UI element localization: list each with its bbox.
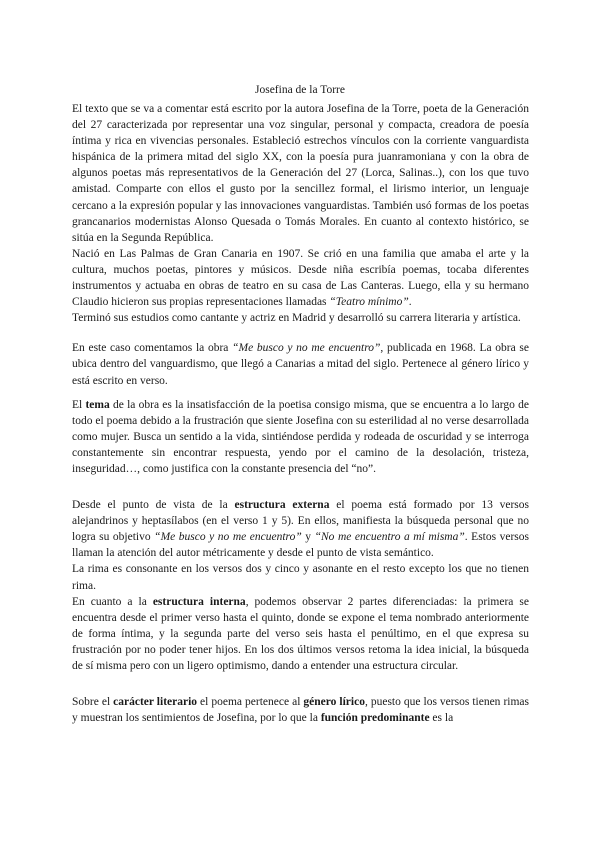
paragraph-internal-structure bbox=[72, 594, 529, 674]
paragraph-rhyme: La rima es consonante en los versos dos y cinco y asonante en el resto excepto los que no tienen rima. bbox=[72, 563, 529, 592]
work-text-a: En este caso comentamos la obra bbox=[72, 342, 233, 355]
biography-text: Nació en Las Palmas de Gran Canaria en 1907. Se crió en una familia que amaba el arte y la cultura, muchos poetas, pintores y músicos. Desde niña escribía poemas, tocaba diferentes instrumentos y actuaba en obras de teatro en su casa de Las Canteras. Luego, ella y su hermano Claudio hicieron sus propias representaciones llamadas bbox=[72, 247, 529, 309]
biography-end: . bbox=[408, 296, 412, 309]
internal-bold: estructura interna bbox=[152, 595, 246, 608]
paragraph-external-structure bbox=[72, 497, 529, 561]
external-italic-2: “No me encuentro a mí misma” bbox=[314, 531, 465, 544]
external-italic-1: “Me busco y no me encuentro” bbox=[154, 531, 302, 544]
work-title-italic: “Me busco y no me encuentro” bbox=[232, 342, 381, 355]
paragraph-studies: Terminó sus estudios como cantante y actriz en Madrid y desarrolló su carrera literaria y artística. bbox=[72, 312, 521, 325]
literary-bold-3: función predominante bbox=[320, 712, 430, 725]
external-bold: estructura externa bbox=[234, 499, 330, 512]
paragraph-biography bbox=[72, 246, 529, 310]
document-title: Josefina de la Torre bbox=[255, 84, 345, 96]
work-text-b: , publicada en 1968. La obra se ubica dentro del vanguardismo, que llegó a Canarias a mitad del siglo. Pertenece al género lírico y está escrito en verso. bbox=[72, 342, 530, 387]
external-text-d: . Estos versos llaman la atención del autor métricamente y desde el punto de vista semántico. bbox=[72, 531, 530, 560]
literary-text-d: es la bbox=[429, 712, 454, 725]
paragraph-intro: El texto que se va a comentar está escrito por la autora Josefina de la Torre, poeta de la Generación del 27 caracterizada por representar una voz singular, personal y compacta, creadora de poesía íntima y rica en vivencias personales. Estableció estrechos vínculos con la corriente vanguardista hispánica de la primera mitad del siglo XX, con la poesía pura juanramoniana y con la obra de algunos poetas más representativos de la Generación del 27 (Lorca, Salinas..), con los que tuvo amistad. Comparte con ellos el gusto por la sencillez formal, el lirismo interior, un lenguaje cercano a la expresión popular y las innovaciones vanguardistas. También usó formas de los poetas grancanarios modernistas Alonso Quesada o Tomás Morales. En cuanto al contexto histórico, se sitúa en la Segunda República. bbox=[72, 103, 529, 244]
external-text-b: el poema está formado por 13 versos alejandrinos y heptasílabos (en el verso 1 y 5). En ellos, manifiesta la búsqueda personal que no logra su objetivo bbox=[72, 499, 529, 544]
literary-text-b: el poema pertenece al bbox=[197, 696, 304, 709]
internal-text-b: , podemos observar 2 partes diferenciadas: la primera se encuentra desde el primer verso hasta el quinto, donde se expone el tema nombrado anteriormente de forma íntima, y la segunda parte del verso seis hasta el penúltimo, en el que expresa su frustración por no poder tener hijos. En los dos últimos versos retoma la idea inicial, la búsqueda de sí misma pero con un ligero optimismo, dando a entender una estructura circular. bbox=[72, 595, 529, 672]
literary-text-c: , puesto que los versos tienen rimas y muestran los sentimientos de Josefina, por lo que la bbox=[72, 696, 529, 725]
literary-bold-1: carácter literario bbox=[113, 696, 198, 709]
theme-text-b: de la obra es la insatisfacción de la poetisa consigo misma, que se encuentra a lo largo de todo el poema debido a la frustración que siente Josefina con su esterilidad al no verse desarrollada como mujer. Busca un sentido a la vida, sintiéndose perdida y rodeada de oscuridad y se interroga constantemente sin encontrar respuesta, yendo por el camino de la desolación, tristeza, inseguridad…, como justifica con la constante presencia del “no”. bbox=[72, 398, 529, 475]
theme-bold: tema bbox=[85, 398, 110, 411]
internal-text-a: En cuanto a la bbox=[72, 595, 153, 608]
biography-italic: “Teatro mínimo” bbox=[329, 296, 409, 309]
paragraph-theme bbox=[72, 397, 529, 477]
paragraph-work bbox=[72, 340, 529, 388]
literary-text-a: Sobre el bbox=[72, 696, 114, 709]
document-body bbox=[72, 101, 529, 726]
theme-text-a: El bbox=[72, 398, 86, 411]
external-text-c: y bbox=[301, 531, 315, 544]
literary-bold-2: género lírico bbox=[303, 696, 365, 709]
paragraph-literary-character bbox=[72, 694, 529, 726]
external-text-a: Desde el punto de vista de la bbox=[72, 499, 235, 512]
